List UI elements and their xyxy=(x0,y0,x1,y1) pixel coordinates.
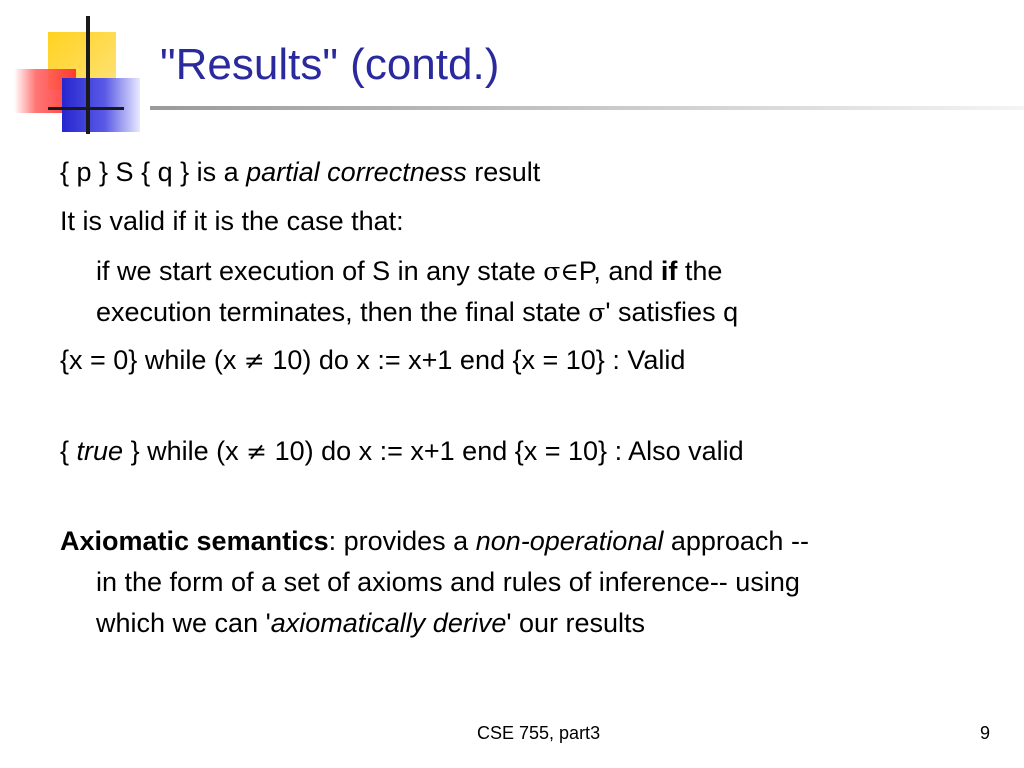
line-axioms-rules: in the form of a set of axioms and rules of inference-- using xyxy=(96,567,800,597)
text: { xyxy=(60,436,77,466)
footer-course: CSE 755, part3 xyxy=(477,723,601,743)
line-partial-correctness xyxy=(60,153,540,191)
text: ' satisfies q xyxy=(605,297,739,327)
text: which we can ' xyxy=(96,608,271,638)
slide-logo xyxy=(0,0,150,140)
logo-vertical-line xyxy=(86,16,90,134)
emphasis-axiomatically-derive: axiomatically derive xyxy=(270,608,507,638)
line-example-valid xyxy=(60,341,685,380)
line-execution-terminates xyxy=(96,293,738,332)
not-equal-symbol: ≠ xyxy=(246,437,268,466)
logo-horizontal-line xyxy=(48,107,124,110)
text: approach -- xyxy=(663,526,809,556)
sigma-symbol: σ xyxy=(588,298,606,327)
sigma-in-symbol: σ∈ xyxy=(543,257,579,286)
logo-blue-square xyxy=(62,78,140,132)
emphasis-non-operational: non-operational xyxy=(475,526,664,556)
text: the xyxy=(677,256,723,286)
text: ' our results xyxy=(506,608,646,638)
line-axiomatic-semantics xyxy=(60,522,809,560)
text: result xyxy=(466,157,541,187)
text: } while (x xyxy=(123,436,247,466)
page-number: 9 xyxy=(980,723,991,743)
line-derive-results xyxy=(96,604,645,642)
text: P, and xyxy=(578,256,661,286)
text: 10) do x := x+1 end {x = 10} : Also valid xyxy=(267,436,744,466)
text: execution terminates, then the final state xyxy=(96,297,589,327)
emphasis-partial-correctness: partial correctness xyxy=(246,157,467,187)
slide-title: "Results" (contd.) xyxy=(160,40,500,89)
text: 10) do x := x+1 end {x = 10} : Valid xyxy=(264,345,686,375)
not-equal-symbol: ≠ xyxy=(243,346,265,375)
title-divider xyxy=(150,106,1024,110)
line-start-execution xyxy=(96,252,722,291)
text: : provides a xyxy=(328,526,476,556)
text: { p } S { q } is a xyxy=(60,157,247,187)
line-valid-if: It is valid if it is the case that: xyxy=(60,206,404,236)
bold-if: if xyxy=(660,256,678,286)
text: {x = 0} while (x xyxy=(60,345,244,375)
bold-axiomatic-semantics: Axiomatic semantics xyxy=(60,526,329,556)
line-example-also-valid xyxy=(60,432,744,471)
text: if we start execution of S in any state xyxy=(96,256,544,286)
emphasis-true: true xyxy=(76,436,124,466)
